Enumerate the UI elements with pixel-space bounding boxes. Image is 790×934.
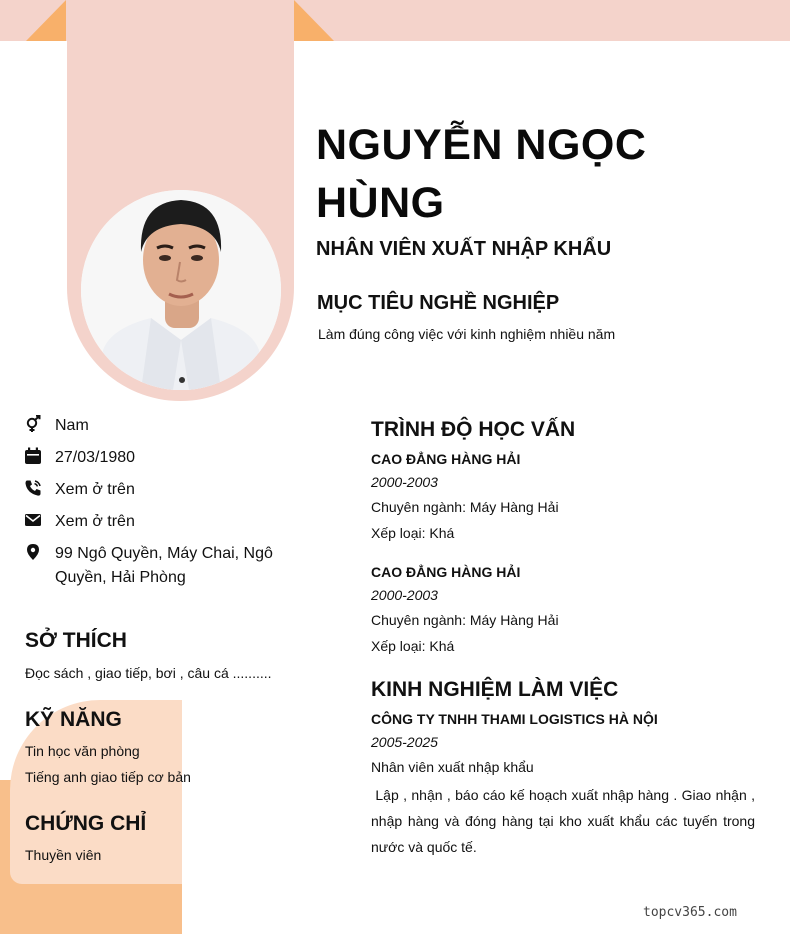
skill-item: Tiếng anh giao tiếp cơ bản bbox=[25, 769, 191, 785]
experience-description: Lập , nhận , báo cáo kế hoạch xuất nhập hàng . Giao nhận , nhập hàng và đóng hàng tại kho xuất khẩu các tuyến trong nước và quốc tế. bbox=[371, 787, 759, 855]
contact-address bbox=[24, 542, 325, 590]
contact-phone bbox=[24, 478, 135, 502]
experience-period: 2005-2025 bbox=[371, 734, 438, 750]
full-name: NGUYỄN NGỌC HÙNG bbox=[316, 121, 647, 227]
objective-text: Làm đúng công việc với kinh nghiệm nhiều năm bbox=[318, 326, 616, 342]
contact-email bbox=[24, 510, 135, 534]
email-value: Xem ở trên bbox=[55, 513, 135, 530]
hobbies-text: Đọc sách , giao tiếp, bơi , câu cá .......... bbox=[25, 665, 272, 681]
experience-heading: KINH NGHIỆM LÀM VIỆC bbox=[371, 678, 619, 701]
phone-icon bbox=[24, 479, 42, 497]
education-heading: TRÌNH ĐỘ HỌC VẤN bbox=[371, 418, 576, 441]
education-major: Chuyên ngành: Máy Hàng Hải bbox=[371, 612, 559, 628]
skills-heading: KỸ NĂNG bbox=[25, 708, 122, 731]
contact-birthday bbox=[24, 446, 135, 470]
site-watermark: topcv365.com bbox=[643, 905, 737, 920]
education-period: 2000-2003 bbox=[371, 474, 438, 490]
address-value: 99 Ngô Quyền, Máy Chai, Ngô Quyền, Hải Phòng bbox=[55, 545, 273, 586]
education-period: 2000-2003 bbox=[371, 587, 438, 603]
phone-value: Xem ở trên bbox=[55, 481, 135, 498]
corner-triangle-left bbox=[26, 0, 66, 41]
skill-item: Tin học văn phòng bbox=[25, 743, 140, 759]
education-school: CAO ĐẲNG HÀNG HẢI bbox=[371, 564, 521, 580]
profile-photo bbox=[81, 190, 281, 390]
contact-gender bbox=[24, 414, 89, 438]
birthday-value: 27/03/1980 bbox=[55, 449, 136, 466]
location-icon bbox=[24, 543, 42, 561]
objective-heading: MỤC TIÊU NGHỀ NGHIỆP bbox=[317, 292, 560, 314]
education-school: CAO ĐẲNG HÀNG HẢI bbox=[371, 451, 521, 467]
corner-triangle-right bbox=[294, 0, 334, 41]
hobbies-heading: SỞ THÍCH bbox=[25, 629, 127, 652]
certificates-heading: CHỨNG CHỈ bbox=[25, 812, 147, 835]
experience-company: CÔNG TY TNHH THAMI LOGISTICS HÀ NỘI bbox=[371, 711, 658, 727]
experience-position: Nhân viên xuất nhập khẩu bbox=[371, 759, 534, 775]
email-icon bbox=[24, 511, 42, 529]
gender-value: Nam bbox=[55, 417, 89, 434]
gender-icon bbox=[24, 415, 42, 433]
education-major: Chuyên ngành: Máy Hàng Hải bbox=[371, 499, 559, 515]
education-grade: Xếp loại: Khá bbox=[371, 638, 455, 654]
calendar-icon bbox=[24, 447, 42, 465]
job-title: NHÂN VIÊN XUẤT NHẬP KHẨU bbox=[316, 238, 612, 260]
education-grade: Xếp loại: Khá bbox=[371, 525, 455, 541]
certificate-item: Thuyền viên bbox=[25, 847, 102, 863]
